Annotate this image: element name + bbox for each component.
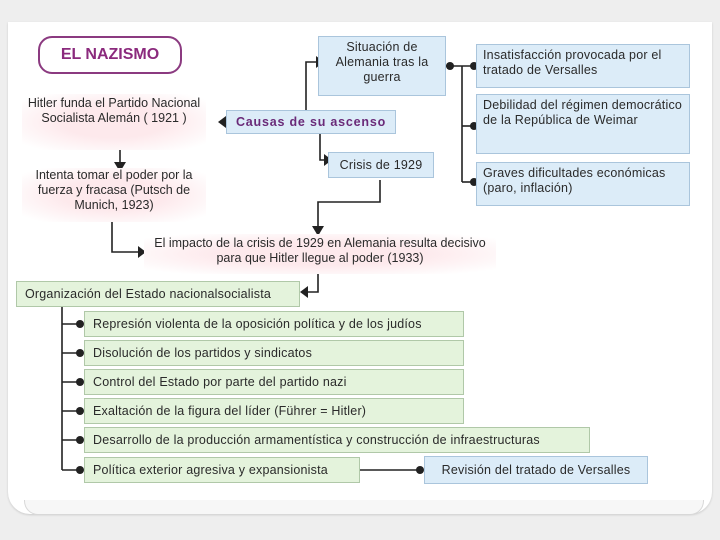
situacion-box: Situación de Alemania tras la guerra bbox=[318, 36, 446, 96]
measure-represion: Represión violenta de la oposición política y de los judíos bbox=[84, 311, 464, 337]
cause-versalles: Insatisfacción provocada por el tratado de Versalles bbox=[476, 44, 690, 88]
revision-box: Revisión del tratado de Versalles bbox=[424, 456, 648, 484]
dot-measure-6 bbox=[76, 466, 84, 474]
title-pill: EL NAZISMO bbox=[38, 36, 182, 74]
hitler-funda-text: Hitler funda el Partido Nacional Socialista Alemán ( 1921 ) bbox=[22, 94, 206, 150]
measure-produccion: Desarrollo de la producción armamentística y construcción de infraestructuras bbox=[84, 427, 590, 453]
organizacion-box: Organización del Estado nacionalsocialista bbox=[16, 281, 300, 307]
causas-label: Causas de su ascenso bbox=[226, 110, 396, 134]
dot-measure-2 bbox=[76, 349, 84, 357]
measure-politica-exterior: Política exterior agresiva y expansionista bbox=[84, 457, 360, 483]
putsch-text: Intenta tomar el poder por la fuerza y fracasa (Putsch de Munich, 1923) bbox=[22, 168, 206, 222]
dot-measure-1 bbox=[76, 320, 84, 328]
cause-economicas: Graves dificultades económicas (paro, inflación) bbox=[476, 162, 690, 206]
impacto-text: El impacto de la crisis de 1929 en Alemania resulta decisivo para que Hitler llegue al poder (1933) bbox=[144, 234, 496, 274]
crisis-box: Crisis de 1929 bbox=[328, 152, 434, 178]
connector-putsch-impacto bbox=[112, 220, 140, 252]
connector-causas-situacion bbox=[306, 62, 318, 110]
arrowhead-causas bbox=[218, 116, 226, 128]
dot-measure-5 bbox=[76, 436, 84, 444]
dot-situacion bbox=[446, 62, 454, 70]
dot-revision bbox=[416, 466, 424, 474]
connector-crisis-impacto bbox=[318, 180, 380, 230]
dot-measure-3 bbox=[76, 378, 84, 386]
dot-measure-4 bbox=[76, 407, 84, 415]
cause-weimar: Debilidad del régimen democrático de la República de Weimar bbox=[476, 94, 690, 154]
arrowhead-organizacion bbox=[300, 286, 308, 298]
measure-control: Control del Estado por parte del partido nazi bbox=[84, 369, 464, 395]
measure-disolucion: Disolución de los partidos y sindicatos bbox=[84, 340, 464, 366]
measure-exaltacion: Exaltación de la figura del líder (Führer = Hitler) bbox=[84, 398, 464, 424]
